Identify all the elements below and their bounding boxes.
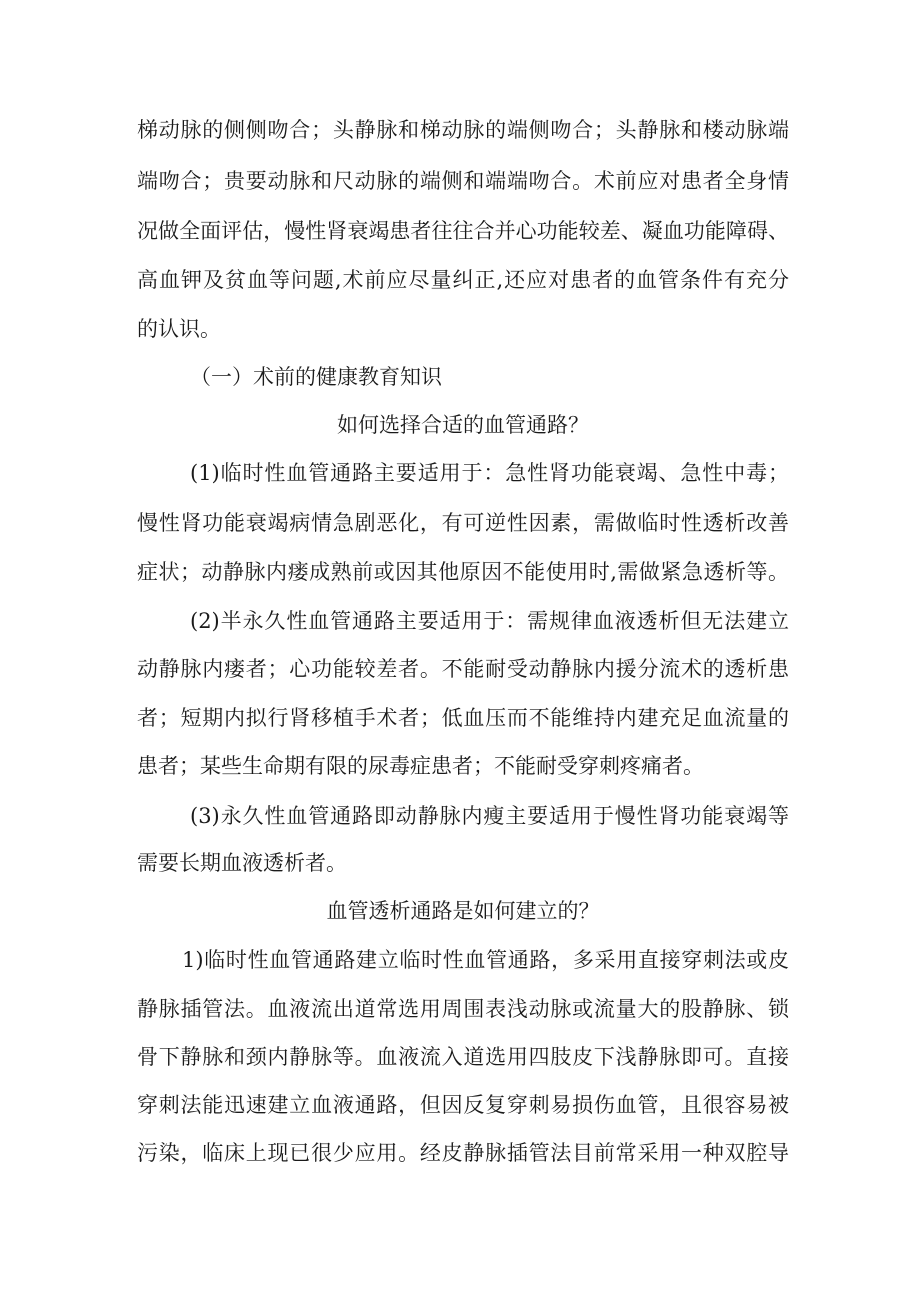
paragraph-line: 患者；某些生命期有限的尿毒症患者；不能耐受穿刺疼痛者。 <box>137 754 704 778</box>
paragraph-line: 梯动脉的侧侧吻合；头静脉和梯动脉的端侧吻合；头静脉和楼动脉端 <box>137 118 789 142</box>
paragraph-line: (3)永久性血管通路即动静脉内瘦主要适用于慢性肾功能衰竭等 <box>190 804 789 828</box>
paragraph-line: 症状；动静脉内瘘成熟前或因其他原因不能使用时,需做紧急透析等。 <box>137 560 789 584</box>
paragraph-line: 污染，临床上现已很少应用。经皮静脉插管法目前常采用一种双腔导 <box>137 1141 789 1165</box>
paragraph-line: (1)临时性血管通路主要适用于：急性肾功能衰竭、急性中毒； <box>190 461 789 485</box>
section-heading: （一）术前的健康教育知识 <box>190 365 442 389</box>
paragraph-line: (2)半永久性血管通路主要适用于：需规律血液透析但无法建立 <box>190 609 789 633</box>
paragraph-line: 的认识。 <box>137 317 221 341</box>
paragraph-line: 端吻合；贵要动脉和尺动脉的端侧和端端吻合。术前应对患者全身情 <box>137 169 789 193</box>
subsection-heading: 如何选择合适的血管通路？ <box>337 413 589 437</box>
paragraph-line: 慢性肾功能衰竭病情急剧恶化，有可逆性因素，需做临时性透析改善 <box>137 511 789 535</box>
paragraph-line: 况做全面评估，慢性肾衰竭患者往往合并心功能较差、凝血功能障碍、 <box>137 219 789 243</box>
paragraph-line: 骨下静脉和颈内静脉等。血液流入道选用四肢皮下浅静脉即可。直接 <box>137 1045 789 1069</box>
paragraph-line: 穿刺法能迅速建立血液通路，但因反复穿刺易损伤血管，且很容易被 <box>137 1093 789 1117</box>
paragraph-line: 者；短期内拟行肾移植手术者；低血压而不能维持内建充足血流量的 <box>137 706 789 730</box>
paragraph-line: 需要长期血液透析者。 <box>137 851 347 875</box>
subsection-heading: 血管透析通路是如何建立的？ <box>326 899 600 923</box>
paragraph-line: 高血钾及贫血等问题,术前应尽量纠正,还应对患者的血管条件有充分 <box>137 268 789 292</box>
paragraph-line: 1)临时性血管通路建立临时性血管通路，多采用直接穿刺法或皮 <box>182 948 789 972</box>
paragraph-line: 动静脉内瘘者；心功能较差者。不能耐受动静脉内援分流术的透析患 <box>137 657 789 681</box>
paragraph-line: 静脉插管法。血液流出道常选用周围表浅动脉或流量大的股静脉、锁 <box>137 997 789 1021</box>
